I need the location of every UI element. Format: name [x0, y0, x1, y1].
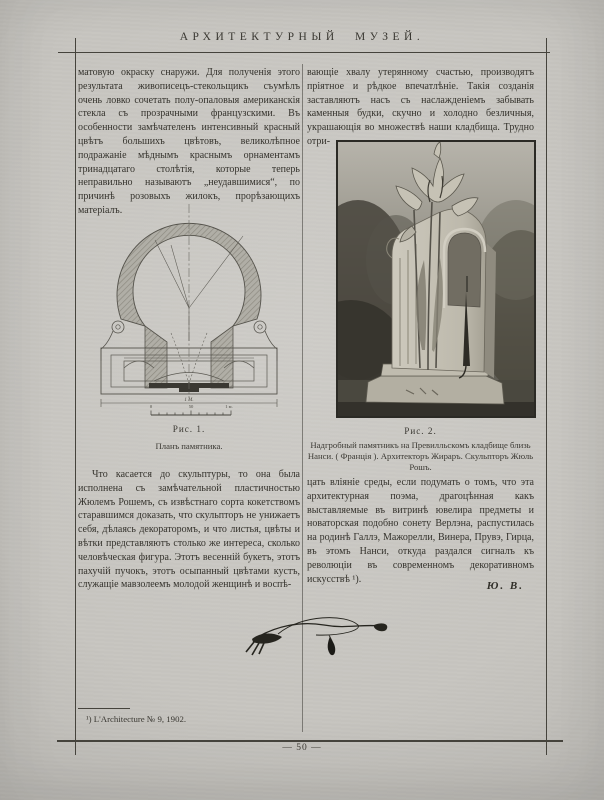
footnote-text: ¹) L'Architecture № 9, 1902. — [86, 714, 187, 724]
footnote-rule — [78, 708, 130, 709]
plan-scale-bar — [150, 404, 233, 415]
figure-2-label: Рис. 2. — [404, 426, 437, 436]
svg-text:0: 0 — [149, 404, 153, 409]
article-paragraph: вающіе хвалу утерянному счастью, производятъ пріятное и рѣдкое впечатлѣніе. Такія созданія заставляютъ насъ съ наслажденіемъ забывать каменныя будки, скучно и холодно безличныя, украшающія во множествѣ наши кладбища. Трудно отри- — [307, 67, 534, 147]
plan-total-dimension-label: 1 М. — [184, 398, 194, 403]
figure-1-label: Рис. 1. — [172, 424, 206, 434]
monument-photograph — [336, 140, 536, 418]
frame-rule-bottom — [57, 740, 563, 742]
right-column — [307, 66, 534, 666]
figure-1-caption: Планъ памятника. — [155, 441, 223, 451]
tailpiece-sketch — [242, 598, 392, 660]
journal-title: АРХИТЕКТУРНЫЙ МУЗЕЙ. — [179, 31, 425, 43]
page-number: — 50 — — [282, 743, 322, 753]
author-signature: Ю. В. — [486, 580, 524, 592]
svg-text:1 м.: 1 м. — [225, 404, 233, 409]
monument-plan-drawing — [91, 198, 287, 420]
article-paragraph: Что касается до скульптуры, то она была исполнена съ замѣчательной пластичностью Жюлемъ Рошемъ, съ извѣстнаго сорта кокетствомъ старавшимся доказать, что скульпторъ не унижаетъ себя, дѣлаясь декораторомъ, и что листья, цвѣты и вѣтки представляютъ столько же интереса, сколько человѣческая фигура. Этотъ весенній букетъ, этотъ пахучій пучокъ, этотъ осыпанный цвѣтами кустъ, служащіе мавзолеемъ молодой женщинѣ и воспѣ- — [78, 469, 300, 591]
frame-rule-top — [58, 52, 550, 53]
frame-rule-right — [546, 38, 547, 755]
left-column — [78, 66, 300, 666]
frame-rule-left — [75, 38, 76, 755]
figure-2-caption: Надгробный памятникъ на Превилльскомъ кладбище близь Нанси. ( Франція ). Архитекторъ Жираръ. Скульпторъ Жюль Рошъ. — [307, 440, 534, 473]
svg-text:50: 50 — [188, 404, 194, 409]
photo-arch-niche — [448, 233, 481, 307]
article-paragraph: матовую окраску снаружи. Для полученія этого результата живописецъ-стекольщикъ съумѣлъ очень ловко сочетать полу-опаловыя американскія стекла съ прозрачными французскими. Въ особенности замѣчателенъ интенсивный красный цвѣтъ большихъ цвѣтовъ, великолѣпное подражаніе мѣднымъ краснымъ орнаментамъ тринадцатаго столѣтія, которые теперь неправильно называютъ „неудавшимися“, по причинѣ розовыхъ жилокъ, прорѣзающихъ матеріалъ. — [78, 67, 300, 216]
article-paragraph: цать вліяніе среды, если подумать о томъ, что эта архитектурная поэма, драгоцѣнная какъ выставляемые въ витринѣ ювелира предметы и новаторская подобно сонету Верлэна, распустилась на родинѣ Галлэ, Мажорелли, Винера, Прувэ, Гирца, въ этомъ Нанси, откуда раздался сигналъ къ революціи въ современномъ декоративномъ искусствѣ ¹). — [307, 477, 534, 585]
